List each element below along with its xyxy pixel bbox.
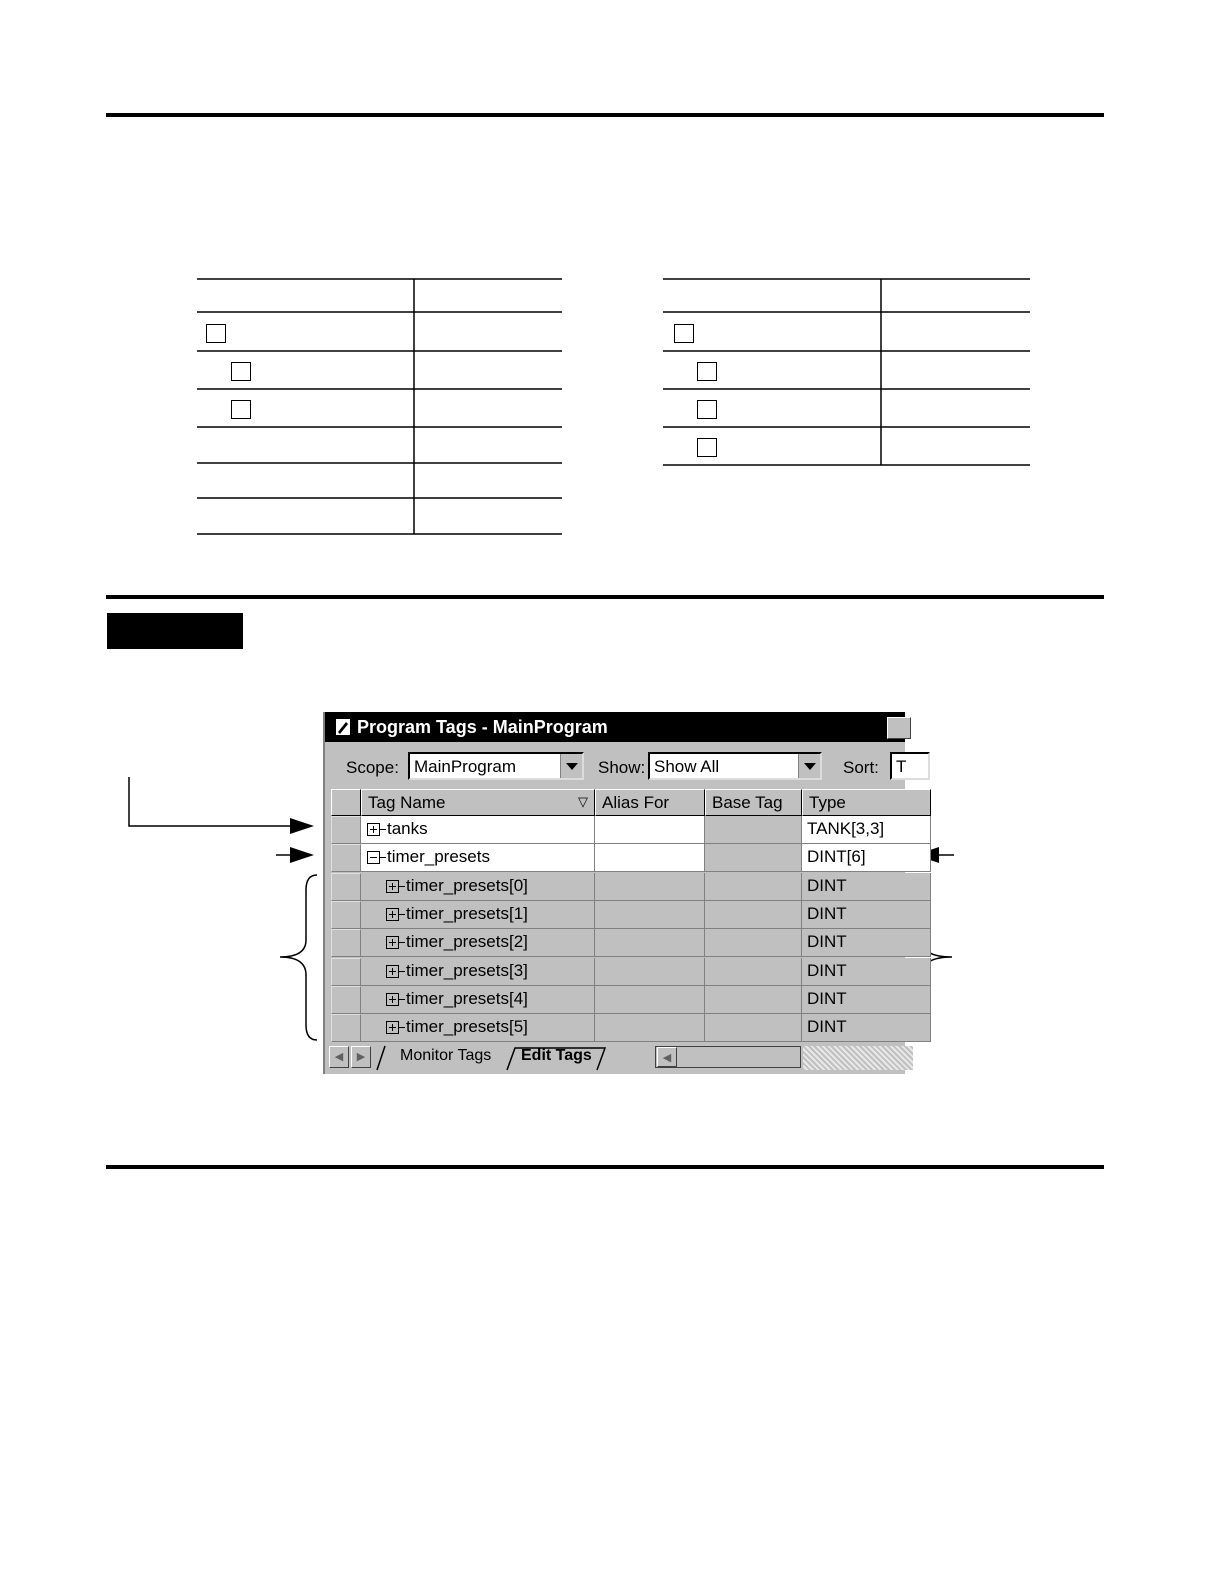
scroll-track[interactable] (803, 1046, 913, 1070)
column-header-label: Tag Name (368, 793, 446, 812)
minimize-button[interactable] (887, 717, 911, 739)
expand-icon[interactable] (386, 936, 399, 949)
base-tag-cell (705, 929, 802, 957)
tag-name-cell[interactable] (361, 844, 595, 872)
type-cell[interactable] (802, 873, 931, 901)
program-tags-window (323, 712, 905, 1074)
type-cell[interactable] (802, 816, 931, 844)
type-cell[interactable] (802, 1014, 931, 1042)
horizontal-scrollbar[interactable] (655, 1046, 801, 1068)
sort-select[interactable] (890, 752, 930, 780)
type-text: DINT (807, 1017, 847, 1037)
column-header-label: Base Tag (712, 793, 783, 812)
bottom-rule (106, 1165, 1104, 1169)
sort-value: T (896, 757, 907, 776)
type-text: DINT (807, 875, 847, 895)
type-cell[interactable] (802, 844, 931, 872)
expand-icon[interactable] (386, 993, 399, 1006)
title-bar (325, 712, 905, 742)
base-tag-cell (705, 844, 802, 872)
type-text: DINT (807, 988, 847, 1008)
table-row[interactable] (331, 816, 931, 844)
window-title: Program Tags - MainProgram (357, 717, 608, 737)
row-selector[interactable] (331, 901, 361, 929)
arrowhead-tanks (290, 818, 314, 834)
type-text: DINT (807, 932, 847, 952)
type-text: DINT (807, 903, 847, 923)
tab-edit-tags[interactable]: Edit Tags (521, 1047, 592, 1064)
alias-for-cell[interactable] (595, 901, 705, 929)
tag-name-cell[interactable] (361, 1014, 595, 1042)
table-row[interactable] (331, 958, 931, 986)
tag-name-cell[interactable] (361, 816, 595, 844)
row-selector[interactable] (331, 929, 361, 957)
column-header-type[interactable] (802, 789, 931, 816)
table-row[interactable] (331, 929, 931, 957)
type-text: DINT (807, 960, 847, 980)
tag-name-text: timer_presets[4] (406, 988, 528, 1008)
scope-select[interactable] (408, 752, 584, 780)
column-header-label: Alias For (602, 793, 670, 812)
tab-monitor-tags[interactable]: Monitor Tags (400, 1047, 492, 1064)
row-selector[interactable] (331, 958, 361, 986)
column-header-tag-name[interactable] (361, 789, 595, 816)
tree-connector (399, 914, 405, 915)
tag-name-text: tanks (387, 819, 428, 838)
tag-name-cell[interactable] (361, 873, 595, 901)
row-selector[interactable] (331, 816, 361, 844)
tree-connector (399, 971, 405, 972)
column-header-label: Type (809, 793, 846, 812)
filter-toolbar (325, 742, 905, 788)
tag-name-cell[interactable] (361, 929, 595, 957)
show-value: Show All (654, 757, 720, 776)
base-tag-cell (705, 816, 802, 844)
tag-name-text: timer_presets[2] (406, 932, 528, 952)
alias-for-cell[interactable] (595, 986, 705, 1014)
sort-triangle-icon: ▽ (578, 794, 588, 809)
expand-icon[interactable] (367, 823, 380, 836)
row-selector[interactable] (331, 844, 361, 872)
tree-connector (399, 886, 405, 887)
alias-for-cell[interactable] (595, 873, 705, 901)
type-cell[interactable] (802, 958, 931, 986)
alias-for-cell[interactable] (595, 1014, 705, 1042)
alias-for-cell[interactable] (595, 929, 705, 957)
pencil-icon (335, 718, 351, 736)
tree-connector (380, 857, 386, 858)
tag-name-text: timer_presets[3] (406, 960, 528, 980)
column-header-alias-for[interactable] (595, 789, 705, 816)
header-corner[interactable] (331, 789, 361, 816)
row-selector[interactable] (331, 986, 361, 1014)
base-tag-cell (705, 958, 802, 986)
chevron-down-icon[interactable] (560, 754, 582, 778)
column-header-base-tag[interactable] (705, 789, 802, 816)
scroll-left-icon[interactable]: ◀ (657, 1047, 677, 1067)
type-text: TANK[3,3] (807, 819, 885, 838)
sort-label: Sort: (843, 758, 879, 777)
tag-name-text: timer_presets[0] (406, 875, 528, 895)
arrowhead-timer-presets (290, 847, 314, 863)
tag-name-text: timer_presets (387, 847, 490, 867)
expand-icon[interactable] (386, 1021, 399, 1034)
tree-connector (399, 999, 405, 1000)
left-brace (280, 875, 317, 1040)
tab-scroll-left-button[interactable]: ◀ (329, 1046, 349, 1068)
type-cell[interactable] (802, 929, 931, 957)
alias-for-cell[interactable] (595, 958, 705, 986)
alias-for-cell[interactable] (595, 816, 705, 844)
base-tag-cell (705, 1014, 802, 1042)
base-tag-cell (705, 873, 802, 901)
tree-connector (399, 1027, 405, 1028)
type-text: DINT[6] (807, 847, 866, 867)
scope-value: MainProgram (414, 757, 517, 776)
expand-icon[interactable] (386, 965, 399, 978)
tab-bar (325, 1044, 905, 1072)
tag-name-text: timer_presets[5] (406, 1017, 528, 1037)
tag-name-text: timer_presets[1] (406, 903, 528, 923)
scope-label: Scope: (346, 758, 399, 777)
show-select[interactable] (648, 752, 822, 780)
table-row[interactable] (331, 873, 931, 901)
tab-outline (325, 1044, 665, 1072)
tree-connector (380, 829, 386, 830)
table-row[interactable] (331, 901, 931, 929)
base-tag-cell (705, 986, 802, 1014)
expand-icon[interactable] (386, 880, 399, 893)
chevron-down-icon[interactable] (798, 754, 820, 778)
tag-name-cell[interactable] (361, 958, 595, 986)
tab-scroll-right-button[interactable]: ▶ (351, 1046, 371, 1068)
tag-name-cell[interactable] (361, 986, 595, 1014)
show-label: Show: (598, 758, 646, 777)
type-cell[interactable] (802, 986, 931, 1014)
table-row[interactable] (331, 844, 931, 872)
table-row[interactable] (331, 1014, 931, 1042)
base-tag-cell (705, 901, 802, 929)
tag-name-cell[interactable] (361, 901, 595, 929)
alias-for-cell[interactable] (595, 844, 705, 872)
table-row[interactable] (331, 986, 931, 1014)
tree-connector (399, 942, 405, 943)
row-selector[interactable] (331, 1014, 361, 1042)
expand-icon[interactable] (386, 908, 399, 921)
row-selector[interactable] (331, 873, 361, 901)
type-cell[interactable] (802, 901, 931, 929)
callout-line-tanks (129, 777, 292, 826)
collapse-icon[interactable] (367, 851, 380, 864)
